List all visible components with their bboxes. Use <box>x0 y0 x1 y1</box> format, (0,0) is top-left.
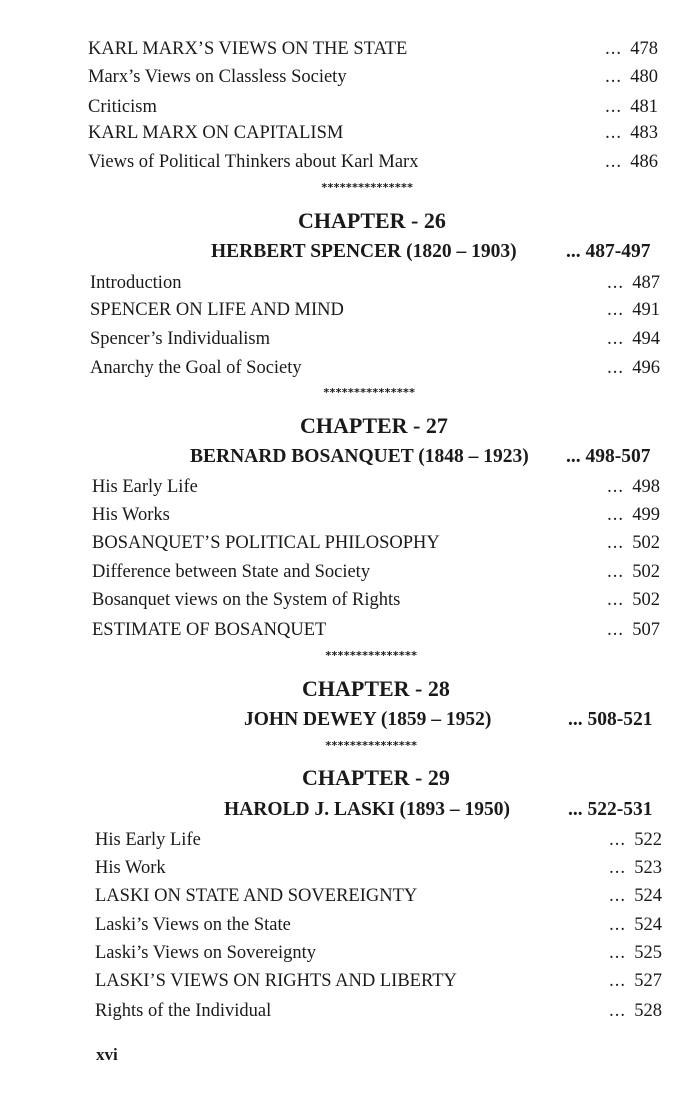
entry-dots: ... <box>609 886 626 906</box>
entry-dots: ... <box>609 915 626 935</box>
toc-entry <box>95 883 662 909</box>
chapter-page-range: ... 498-507 <box>566 446 651 467</box>
toc-entry <box>92 502 660 528</box>
toc-entry <box>92 617 660 643</box>
entry-page: 483 <box>630 123 658 143</box>
entry-dots: ... <box>607 300 624 320</box>
entry-title: KARL MARX ON CAPITALISM <box>88 123 344 143</box>
separator: *************** <box>321 181 413 194</box>
toc-entry <box>95 998 662 1024</box>
entry-dots: ... <box>605 152 622 172</box>
separator: *************** <box>325 649 417 662</box>
entry-page: 502 <box>632 590 660 610</box>
toc-entry <box>88 94 658 120</box>
entry-title: Marx’s Views on Classless Society <box>88 67 347 87</box>
toc-entry <box>92 474 660 500</box>
chapter-page-range: ... 487-497 <box>566 241 651 262</box>
entry-page: 494 <box>632 329 660 349</box>
toc-entry <box>88 120 658 146</box>
entry-title: Anarchy the Goal of Society <box>90 358 302 378</box>
entry-dots: ... <box>605 67 622 87</box>
entry-dots: ... <box>607 358 624 378</box>
entry-title: His Early Life <box>95 830 201 850</box>
entry-dots: ... <box>607 533 624 553</box>
toc-entry <box>95 940 662 966</box>
entry-dots: ... <box>607 590 624 610</box>
entry-title: His Work <box>95 858 166 878</box>
toc-entry <box>92 559 660 585</box>
chapter-title: HERBERT SPENCER (1820 – 1903) <box>211 241 517 262</box>
entry-dots: ... <box>605 123 622 143</box>
separator: *************** <box>323 386 415 399</box>
toc-entry <box>95 855 662 881</box>
chapter-title: BERNARD BOSANQUET (1848 – 1923) <box>190 446 529 467</box>
toc-entry <box>92 530 660 556</box>
toc-entry <box>90 326 660 352</box>
entry-title: Introduction <box>90 273 182 293</box>
entry-page: 496 <box>632 358 660 378</box>
entry-page: 502 <box>632 533 660 553</box>
entry-page: 481 <box>630 97 658 117</box>
entry-title: Spencer’s Individualism <box>90 329 271 349</box>
entry-page: 528 <box>634 1001 662 1021</box>
entry-dots: ... <box>607 562 624 582</box>
toc-entry <box>88 149 658 175</box>
entry-title: Laski’s Views on the State <box>95 915 291 935</box>
entry-title: KARL MARX’S VIEWS ON THE STATE <box>88 39 408 59</box>
page-number: xvi <box>96 1045 118 1064</box>
entry-dots: ... <box>607 477 624 497</box>
toc-entry <box>95 912 662 938</box>
entry-dots: ... <box>607 329 624 349</box>
entry-page: 480 <box>630 67 658 87</box>
entry-page: 524 <box>634 915 662 935</box>
entry-title: SPENCER ON LIFE AND MIND <box>90 300 344 320</box>
entry-title: Bosanquet views on the System of Rights <box>92 590 401 610</box>
chapter-heading: CHAPTER - 29 <box>302 765 450 790</box>
toc-entry <box>88 36 658 62</box>
entry-dots: ... <box>607 620 624 640</box>
entry-title: BOSANQUET’S POLITICAL PHILOSOPHY <box>92 533 440 553</box>
chapter-heading: CHAPTER - 28 <box>302 676 450 701</box>
entry-page: 523 <box>634 858 662 878</box>
chapter-title: HAROLD J. LASKI (1893 – 1950) <box>224 799 511 820</box>
entry-page: 525 <box>634 943 662 963</box>
entry-page: 502 <box>632 562 660 582</box>
chapter-heading: CHAPTER - 27 <box>300 413 448 438</box>
entry-dots: ... <box>605 39 622 59</box>
entry-title: LASKI’S VIEWS ON RIGHTS AND LIBERTY <box>95 971 457 991</box>
entry-page: 524 <box>634 886 662 906</box>
entry-title: LASKI ON STATE AND SOVEREIGNTY <box>95 886 418 906</box>
entry-page: 478 <box>630 39 658 59</box>
entry-title: His Works <box>92 505 170 525</box>
toc-entry <box>95 827 662 853</box>
toc-entry <box>90 270 660 296</box>
entry-title: Difference between State and Society <box>92 562 371 582</box>
chapter-title: JOHN DEWEY (1859 – 1952) <box>244 709 492 730</box>
entry-page: 522 <box>634 830 662 850</box>
chapter-page-range: ... 522-531 <box>568 799 653 820</box>
entry-dots: ... <box>605 97 622 117</box>
entry-title: His Early Life <box>92 477 198 497</box>
entry-page: 498 <box>632 477 660 497</box>
entry-title: Rights of the Individual <box>95 1001 272 1021</box>
entry-dots: ... <box>609 830 626 850</box>
entry-dots: ... <box>609 971 626 991</box>
entry-page: 486 <box>630 152 658 172</box>
entry-dots: ... <box>609 943 626 963</box>
separator: *************** <box>325 739 417 752</box>
toc-entry <box>88 64 658 90</box>
toc-entry <box>90 297 660 323</box>
entry-page: 499 <box>632 505 660 525</box>
entry-dots: ... <box>609 858 626 878</box>
toc-entry <box>92 587 660 613</box>
chapter-page-range: ... 508-521 <box>568 709 653 730</box>
entry-page: 507 <box>632 620 660 640</box>
entry-page: 487 <box>632 273 660 293</box>
entry-title: Views of Political Thinkers about Karl Marx <box>88 152 419 172</box>
entry-title: Criticism <box>88 97 157 117</box>
entry-title: ESTIMATE OF BOSANQUET <box>92 620 327 640</box>
entry-dots: ... <box>607 273 624 293</box>
entry-page: 491 <box>632 300 660 320</box>
toc-entry <box>95 968 662 994</box>
entry-title: Laski’s Views on Sovereignty <box>95 943 317 963</box>
toc-entry <box>90 355 660 381</box>
entry-page: 527 <box>634 971 662 991</box>
entry-dots: ... <box>609 1001 626 1021</box>
entry-dots: ... <box>607 505 624 525</box>
chapter-heading: CHAPTER - 26 <box>298 208 446 233</box>
